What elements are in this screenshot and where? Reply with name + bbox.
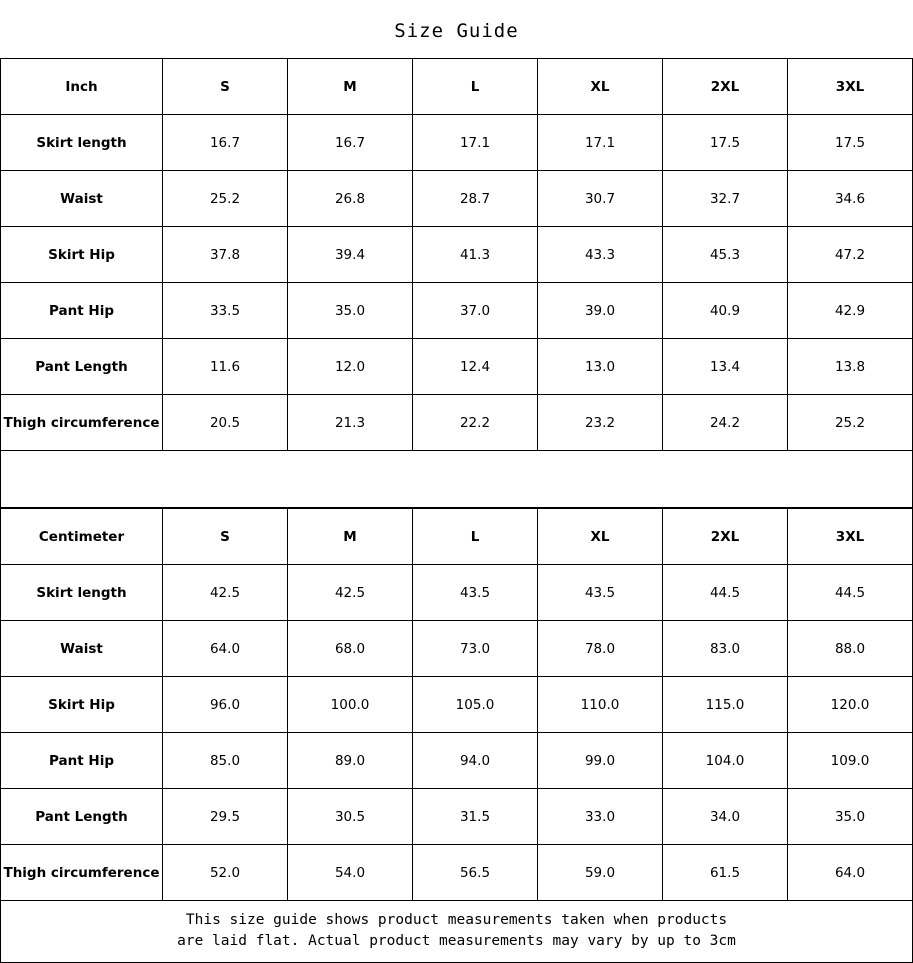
cell-value: 64.0 bbox=[788, 845, 913, 901]
cell-value: 88.0 bbox=[788, 621, 913, 677]
cell-value: 33.0 bbox=[538, 789, 663, 845]
table-row bbox=[1, 395, 913, 451]
cell-value: 39.0 bbox=[538, 283, 663, 339]
column-header-s: S bbox=[163, 59, 288, 115]
unit-label-inch: Inch bbox=[1, 59, 163, 115]
cell-value: 41.3 bbox=[413, 227, 538, 283]
row-label: Skirt Hip bbox=[1, 677, 163, 733]
table-row bbox=[1, 677, 913, 733]
cell-value: 64.0 bbox=[163, 621, 288, 677]
table-separator bbox=[0, 451, 913, 508]
cell-value: 30.5 bbox=[288, 789, 413, 845]
table-row bbox=[1, 283, 913, 339]
cell-value: 20.5 bbox=[163, 395, 288, 451]
table-row bbox=[1, 115, 913, 171]
cell-value: 109.0 bbox=[788, 733, 913, 789]
row-label: Pant Length bbox=[1, 789, 163, 845]
cell-value: 35.0 bbox=[788, 789, 913, 845]
cell-value: 61.5 bbox=[663, 845, 788, 901]
column-header-l: L bbox=[413, 59, 538, 115]
size-table-centimeter bbox=[0, 508, 913, 901]
cell-value: 21.3 bbox=[288, 395, 413, 451]
column-header-xl: XL bbox=[538, 59, 663, 115]
table-row bbox=[1, 733, 913, 789]
cell-value: 12.4 bbox=[413, 339, 538, 395]
size-table-inch bbox=[0, 58, 913, 451]
row-label: Pant Hip bbox=[1, 733, 163, 789]
table-header-row bbox=[1, 509, 913, 565]
cell-value: 47.2 bbox=[788, 227, 913, 283]
cell-value: 83.0 bbox=[663, 621, 788, 677]
row-label: Waist bbox=[1, 171, 163, 227]
cell-value: 13.0 bbox=[538, 339, 663, 395]
cell-value: 85.0 bbox=[163, 733, 288, 789]
table-row bbox=[1, 171, 913, 227]
cell-value: 17.5 bbox=[788, 115, 913, 171]
table-row bbox=[1, 227, 913, 283]
cell-value: 11.6 bbox=[163, 339, 288, 395]
cell-value: 37.8 bbox=[163, 227, 288, 283]
cell-value: 56.5 bbox=[413, 845, 538, 901]
cell-value: 28.7 bbox=[413, 171, 538, 227]
cell-value: 43.5 bbox=[413, 565, 538, 621]
row-label: Skirt length bbox=[1, 115, 163, 171]
cell-value: 89.0 bbox=[288, 733, 413, 789]
cell-value: 42.5 bbox=[288, 565, 413, 621]
cell-value: 68.0 bbox=[288, 621, 413, 677]
cell-value: 26.8 bbox=[288, 171, 413, 227]
cell-value: 104.0 bbox=[663, 733, 788, 789]
column-header-l: L bbox=[413, 509, 538, 565]
footer-note-line-2: are laid flat. Actual product measurements may vary by up to 3cm bbox=[177, 933, 736, 949]
cell-value: 115.0 bbox=[663, 677, 788, 733]
cell-value: 120.0 bbox=[788, 677, 913, 733]
cell-value: 99.0 bbox=[538, 733, 663, 789]
cell-value: 12.0 bbox=[288, 339, 413, 395]
cell-value: 42.9 bbox=[788, 283, 913, 339]
table-row bbox=[1, 845, 913, 901]
cell-value: 25.2 bbox=[788, 395, 913, 451]
cell-value: 43.3 bbox=[538, 227, 663, 283]
cell-value: 100.0 bbox=[288, 677, 413, 733]
cell-value: 33.5 bbox=[163, 283, 288, 339]
row-label: Pant Hip bbox=[1, 283, 163, 339]
cell-value: 31.5 bbox=[413, 789, 538, 845]
column-header-2xl: 2XL bbox=[663, 59, 788, 115]
table-header-row bbox=[1, 59, 913, 115]
cell-value: 29.5 bbox=[163, 789, 288, 845]
cell-value: 34.0 bbox=[663, 789, 788, 845]
column-header-m: M bbox=[288, 59, 413, 115]
cell-value: 73.0 bbox=[413, 621, 538, 677]
cell-value: 17.1 bbox=[538, 115, 663, 171]
cell-value: 22.2 bbox=[413, 395, 538, 451]
row-label: Waist bbox=[1, 621, 163, 677]
cell-value: 44.5 bbox=[663, 565, 788, 621]
page-title: Size Guide bbox=[394, 20, 519, 42]
row-label: Thigh circumference bbox=[1, 395, 163, 451]
cell-value: 40.9 bbox=[663, 283, 788, 339]
row-label: Thigh circumference bbox=[1, 845, 163, 901]
cell-value: 96.0 bbox=[163, 677, 288, 733]
table-row bbox=[1, 621, 913, 677]
cell-value: 42.5 bbox=[163, 565, 288, 621]
table-row bbox=[1, 339, 913, 395]
unit-label-centimeter: Centimeter bbox=[1, 509, 163, 565]
cell-value: 54.0 bbox=[288, 845, 413, 901]
cell-value: 52.0 bbox=[163, 845, 288, 901]
column-header-3xl: 3XL bbox=[788, 59, 913, 115]
cell-value: 110.0 bbox=[538, 677, 663, 733]
cell-value: 13.4 bbox=[663, 339, 788, 395]
cell-value: 23.2 bbox=[538, 395, 663, 451]
cell-value: 44.5 bbox=[788, 565, 913, 621]
cell-value: 16.7 bbox=[163, 115, 288, 171]
cell-value: 25.2 bbox=[163, 171, 288, 227]
row-label: Skirt Hip bbox=[1, 227, 163, 283]
cell-value: 35.0 bbox=[288, 283, 413, 339]
column-header-xl: XL bbox=[538, 509, 663, 565]
cell-value: 32.7 bbox=[663, 171, 788, 227]
cell-value: 17.5 bbox=[663, 115, 788, 171]
column-header-m: M bbox=[288, 509, 413, 565]
cell-value: 24.2 bbox=[663, 395, 788, 451]
column-header-2xl: 2XL bbox=[663, 509, 788, 565]
cell-value: 17.1 bbox=[413, 115, 538, 171]
cell-value: 94.0 bbox=[413, 733, 538, 789]
footer-note-line-1: This size guide shows product measurements taken when products bbox=[185, 912, 728, 928]
cell-value: 59.0 bbox=[538, 845, 663, 901]
cell-value: 30.7 bbox=[538, 171, 663, 227]
cell-value: 45.3 bbox=[663, 227, 788, 283]
cell-value: 34.6 bbox=[788, 171, 913, 227]
cell-value: 43.5 bbox=[538, 565, 663, 621]
row-label: Pant Length bbox=[1, 339, 163, 395]
cell-value: 37.0 bbox=[413, 283, 538, 339]
cell-value: 16.7 bbox=[288, 115, 413, 171]
table-row bbox=[1, 789, 913, 845]
table-row bbox=[1, 565, 913, 621]
column-header-s: S bbox=[163, 509, 288, 565]
column-header-3xl: 3XL bbox=[788, 509, 913, 565]
cell-value: 13.8 bbox=[788, 339, 913, 395]
cell-value: 39.4 bbox=[288, 227, 413, 283]
cell-value: 78.0 bbox=[538, 621, 663, 677]
cell-value: 105.0 bbox=[413, 677, 538, 733]
row-label: Skirt length bbox=[1, 565, 163, 621]
